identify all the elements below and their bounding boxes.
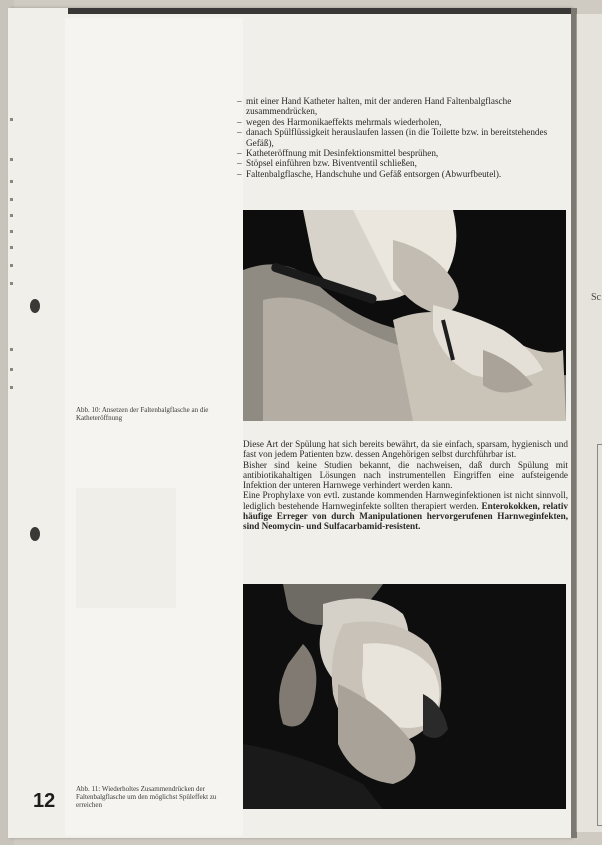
top-edge-shadow [68,8,573,14]
figure-11-photo [243,584,566,809]
adjacent-page-frame [597,444,602,826]
binder-hole-bottom [30,527,40,541]
figure-10-photo [243,210,566,421]
paragraph: Bisher sind keine Studien bekannt, die nachweisen, daß durch Spülung mit antibiotikahaltigen Lösungen nach instrumentellen Eingriffen eine aufsteigende Infektion der unteren Harnwege verhindert werden kann. [243,459,568,491]
document-page [8,8,571,838]
list-item: – danach Spülflüssigkeit herauslaufen lassen (in die Toilette bzw. in bereitstehendes Gefäß), [237,127,577,148]
figure-10-caption: Abb. 10: Ansetzen der Faltenbalgflasche an die Katheteröffnung [76,406,209,422]
left-margin-column [65,18,243,836]
adjacent-page-text: Sc [591,292,601,303]
paragraph: Diese Art der Spülung hat sich bereits bewährt, da sie einfach, sparsam, hygienisch und fast von jedem Patienten bzw. dessen Angehörigen selbst durchführbar ist. [243,439,568,460]
list-item: – Faltenbalgflasche, Handschuhe und Gefäß entsorgen (Abwurfbeutel). [237,169,577,179]
figure-11-caption: Abb. 11: Wiederholtes Zusammendrücken der Faltenbalgflasche um den möglichst Spüleffekt zu erreichen [76,785,217,809]
bleed-through-area [76,488,176,608]
body-text [243,439,568,532]
page-number: 12 [33,790,56,812]
list-item: – Stöpsel einführen bzw. Biventventil schließen, [237,158,577,168]
paragraph [243,490,568,531]
list-item: – mit einer Hand Katheter halten, mit der anderen Hand Faltenbalgflasche zusammendrücken, [237,96,577,117]
list-item: – Katheteröffnung mit Desinfektionsmittel besprühen, [237,148,577,158]
binder-hole-top [30,299,40,313]
instruction-list [237,96,577,179]
adjacent-page [576,14,602,832]
list-item: – wegen des Harmonikaeffekts mehrmals wiederholen, [237,117,577,127]
paragraph-emphasis: Enterokokken, relativ häufige Erreger von durch Manipulationen hervorgerufenen Harnweginfekten, sind Neomycin- und Sulfacarbamid-resistent. [243,500,568,532]
page-edge-marks [10,118,16,418]
paragraph-text: Eine Prophylaxe von evtl. zustande kommenden Harnweginfektionen ist nicht sinnvoll, lediglich bestehende Harnweginfekte sollten therapiert werden. [243,490,568,511]
